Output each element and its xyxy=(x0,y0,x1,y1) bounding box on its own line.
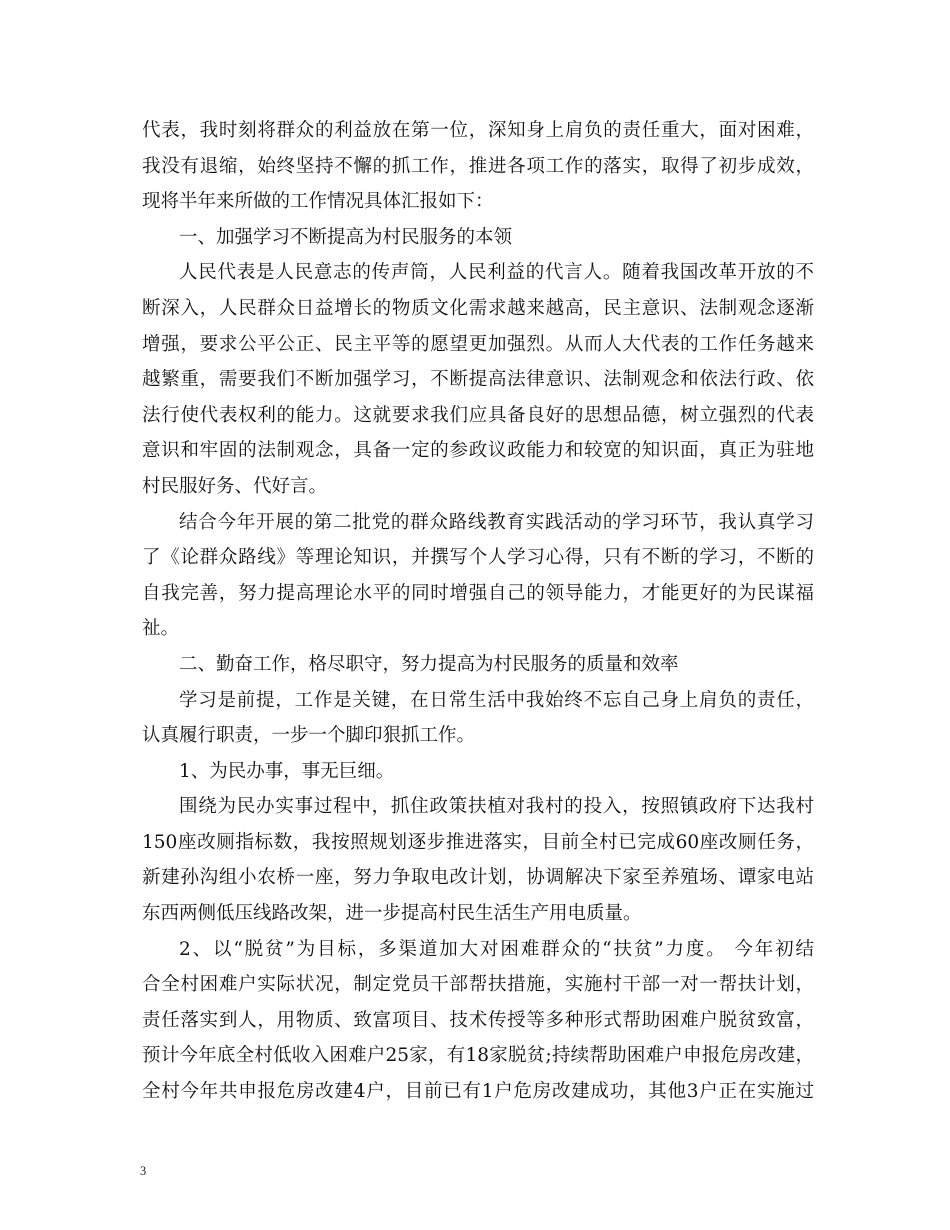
section-heading-2: 二、勤奋工作，格尽职守，努力提高为村民服务的质量和效率 xyxy=(179,653,679,675)
text-line: 责任落实到人，用物质、致富项目、技术传授等多种形式帮助困难户脱贫致富， xyxy=(142,1009,814,1031)
text-line: 全村今年共申报危房改建4户，目前已有1户危房改建成功，其他3户正在实施过 xyxy=(142,1081,814,1103)
text-line: 越繁重，需要我们不断加强学习，不断提高法律意识、法制观念和依法行政、依 xyxy=(142,369,814,391)
section-heading-1: 一、加强学习不断提高为村民服务的本领 xyxy=(179,226,513,248)
subheading-1: 1、为民办事，事无巨细。 xyxy=(179,760,395,782)
text-line: 合全村困难户实际状况，制定党员干部帮扶措施，实施村干部一对一帮扶计划， xyxy=(142,974,814,996)
document-body xyxy=(142,113,814,1110)
text-line: 祉。 xyxy=(142,618,180,640)
text-line: 东西两侧低压线路改架，进一步提高村民生活生产用电质量。 xyxy=(142,903,642,925)
text-line: 村民服好务、代好言。 xyxy=(142,475,328,497)
text-line: 我没有退缩，始终坚持不懈的抓工作，推进各项工作的落实，取得了初步成效， xyxy=(142,155,814,177)
text-line: 代表，我时刻将群众的利益放在第一位，深知身上肩负的责任重大，面对困难， xyxy=(142,120,814,141)
text-line: 人民代表是人民意志的传声筒，人民利益的代言人。随着我国改革开放的不 xyxy=(179,262,814,284)
text-line: 2、以“脱贫”为目标，多渠道加大对困难群众的“扶贫”力度。 今年初结 xyxy=(179,938,814,960)
text-line: 预计今年底全村低收入困难户25家，有18家脱贫;持续帮助困难户申报危房改建， xyxy=(142,1045,814,1067)
page-number: 3 xyxy=(140,1164,147,1178)
text-line: 学习是前提，工作是关键，在日常生活中我始终不忘自己身上肩负的责任， xyxy=(179,689,814,711)
text-line: 增强，要求公平公正、民主平等的愿望更加强烈。从而人大代表的工作任务越来 xyxy=(142,333,814,355)
text-line: 断深入，人民群众日益增长的物质文化需求越来越高，民主意识、法制观念逐渐 xyxy=(142,297,814,319)
text-line: 认真履行职责，一步一个脚印狠抓工作。 xyxy=(142,725,476,747)
text-line: 新建孙沟组小农桥一座，努力争取电改计划，协调解决下家至养殖场、谭家电站 xyxy=(142,867,814,889)
text-line: 意识和牢固的法制观念，具备一定的参政议政能力和较宽的知识面，真正为驻地 xyxy=(142,440,814,462)
text-line: 围绕为民办实事过程中，抓住政策扶植对我村的投入，按照镇政府下达我村 xyxy=(179,796,814,818)
text-line: 了《论群众路线》等理论知识，并撰写个人学习心得，只有不断的学习，不断的 xyxy=(142,547,814,569)
text-line: 现将半年来所做的工作情况具体汇报如下： xyxy=(142,191,494,213)
text-line: 150座改厕指标数，我按照规划逐步推进落实，目前全村已完成60座改厕任务， xyxy=(142,831,814,853)
text-line: 结合今年开展的第二批党的群众路线教育实践活动的学习环节，我认真学习 xyxy=(179,511,814,533)
text-line: 法行使代表权利的能力。这就要求我们应具备良好的思想品德，树立强烈的代表 xyxy=(142,404,814,426)
text-line: 自我完善，努力提高理论水平的同时增强自己的领导能力，才能更好的为民谋福 xyxy=(142,582,814,604)
